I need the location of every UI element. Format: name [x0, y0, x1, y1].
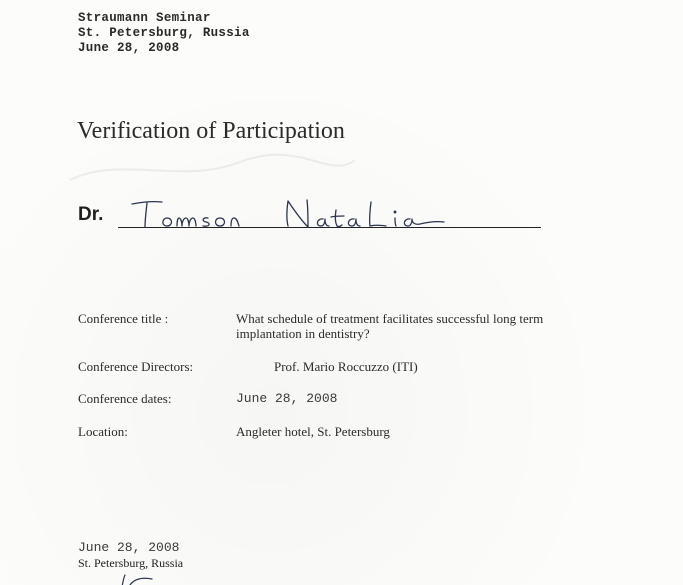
conference-directors-label: Conference Directors:: [78, 359, 194, 374]
footer-city: St. Petersburg, Russia: [78, 556, 184, 570]
conference-directors-value: Prof. Mario Roccuzzo (ITI): [274, 359, 418, 374]
doctor-prefix: Dr.: [78, 204, 104, 225]
handwritten-participant-name: [118, 190, 448, 236]
conference-title-value-line1: What schedule of treatment facilitates successful long term: [236, 311, 544, 326]
location-label: Location:: [78, 424, 128, 439]
paper-smudge: [60, 150, 360, 190]
conference-title-label: Conference title :: [78, 311, 169, 326]
header-seminar-name: Straumann Seminar: [78, 11, 211, 25]
conference-dates-value: June 28, 2008: [236, 391, 338, 406]
conference-title-value-line2: implantation in dentistry?: [236, 326, 370, 341]
page-title: Verification of Participation: [77, 118, 345, 144]
conference-dates-label: Conference dates:: [78, 391, 172, 406]
footer-date: June 28, 2008: [78, 540, 180, 555]
header-date: June 28, 2008: [78, 41, 180, 55]
signature-mark: [108, 571, 168, 585]
header-location: St. Petersburg, Russia: [78, 26, 250, 40]
location-value: Angleter hotel, St. Petersburg: [236, 424, 390, 439]
